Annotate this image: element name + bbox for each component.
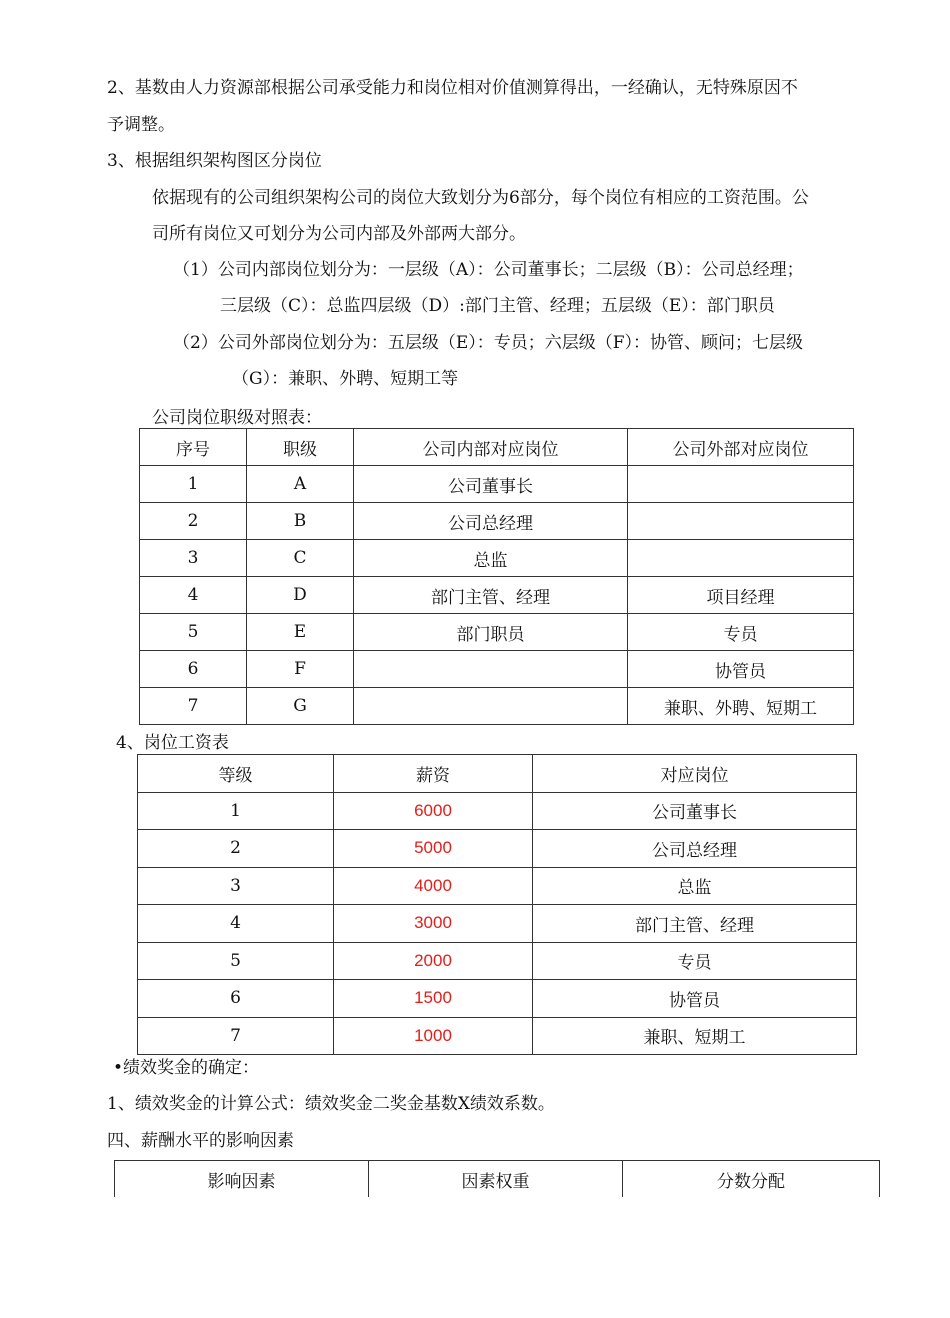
table-cell: 7 [140,688,247,725]
salary-cell: 1500 [334,980,533,1018]
position-cell: 协管员 [533,980,857,1018]
table-cell: D [247,577,354,614]
table-cell [628,540,854,577]
grade-cell: 6 [138,980,334,1018]
table-cell: 公司总经理 [354,503,628,540]
table1-caption: 公司岗位职级对照表： [152,408,322,428]
grade-cell: 1 [138,792,334,830]
table-cell: G [247,688,354,725]
salary-cell: 2000 [334,942,533,980]
paragraph-org-line2: 司所有岗位又可划分为公司内部及外部两大部分。 [152,224,526,244]
position-cell: 总监 [533,867,857,905]
bonus-heading: •绩效奖金的确定： [113,1058,260,1078]
header-cell: 分数分配 [623,1161,880,1198]
table-row [140,577,854,614]
table-cell: 1 [140,466,247,503]
list-item-external-line1: （2）公司外部岗位划分为：五层级（E）：专员；六层级（F）：协管、顾问；七层级 [173,333,804,353]
header-cell: 职级 [247,429,354,466]
position-cell: 公司总经理 [533,830,857,868]
header-cell: 公司外部对应岗位 [628,429,854,466]
position-cell: 兼职、短期工 [533,1017,857,1055]
list-item-external-line2: （G）：兼职、外聘、短期工等 [232,369,459,389]
header-cell: 序号 [140,429,247,466]
list-item-internal-line2: 三层级（C）：总监四层级（D）:部门主管、经理；五层级（E）：部门职员 [220,296,775,316]
table-cell: 部门主管、经理 [354,577,628,614]
position-cell: 专员 [533,942,857,980]
table-cell: B [247,503,354,540]
table-row [140,503,854,540]
grade-cell: 3 [138,867,334,905]
salary-cell: 1000 [334,1017,533,1055]
grade-cell: 4 [138,905,334,943]
table-row [140,540,854,577]
list-item-internal-line1: （1）公司内部岗位划分为：一层级（A）：公司董事长；二层级（B）：公司总经理； [173,260,804,280]
table-cell: 部门职员 [354,614,628,651]
heading-salary-table: 4、岗位工资表 [116,733,229,753]
influence-factors-table [114,1160,880,1197]
table-cell: 公司董事长 [354,466,628,503]
table-row [140,651,854,688]
table-header-row [140,429,854,466]
header-cell: 影响因素 [115,1161,369,1198]
salary-cell: 5000 [334,830,533,868]
salary-cell: 3000 [334,905,533,943]
table-cell: 5 [140,614,247,651]
header-cell: 薪资 [334,755,533,793]
table-cell: A [247,466,354,503]
table-cell [354,688,628,725]
table-header-row [138,755,857,793]
table-cell: 4 [140,577,247,614]
header-cell: 因素权重 [369,1161,623,1198]
salary-cell: 6000 [334,792,533,830]
table-row [138,792,857,830]
table-row [138,1017,857,1055]
salary-table [137,754,857,1055]
table-cell: 总监 [354,540,628,577]
table-cell: E [247,614,354,651]
header-cell: 公司内部对应岗位 [354,429,628,466]
grade-cell: 5 [138,942,334,980]
table-cell: 兼职、外聘、短期工 [628,688,854,725]
paragraph-base-line2: 予调整。 [107,115,175,135]
table-cell: C [247,540,354,577]
table-row [138,830,857,868]
table-cell: 协管员 [628,651,854,688]
grade-cell: 7 [138,1017,334,1055]
grade-cell: 2 [138,830,334,868]
table-row [140,614,854,651]
table-cell: F [247,651,354,688]
heading-section-four: 四、薪酬水平的影响因素 [107,1131,294,1151]
table-cell [354,651,628,688]
table-cell: 6 [140,651,247,688]
table-row [138,867,857,905]
position-cell: 部门主管、经理 [533,905,857,943]
paragraph-base-line1: 2、基数由人力资源部根据公司承受能力和岗位相对价值测算得出，一经确认，无特殊原因不 [107,78,798,98]
table-row [138,905,857,943]
table-cell: 项目经理 [628,577,854,614]
position-cell: 公司董事长 [533,792,857,830]
table-cell: 专员 [628,614,854,651]
table-row [140,466,854,503]
table-row [138,942,857,980]
bonus-formula: 1、绩效奖金的计算公式：绩效奖金二奖金基数X绩效系数。 [107,1094,555,1114]
rank-table [139,428,854,725]
table-cell: 2 [140,503,247,540]
table-cell: 3 [140,540,247,577]
header-cell: 对应岗位 [533,755,857,793]
table-row [140,688,854,725]
table-row [138,980,857,1018]
heading-section-3: 3、根据组织架构图区分岗位 [107,151,322,171]
paragraph-org-line1: 依据现有的公司组织架构公司的岗位大致划分为6部分，每个岗位有相应的工资范围。公 [152,188,809,208]
table-header-row [115,1161,880,1198]
table-cell [628,466,854,503]
header-cell: 等级 [138,755,334,793]
salary-cell: 4000 [334,867,533,905]
table-cell [628,503,854,540]
